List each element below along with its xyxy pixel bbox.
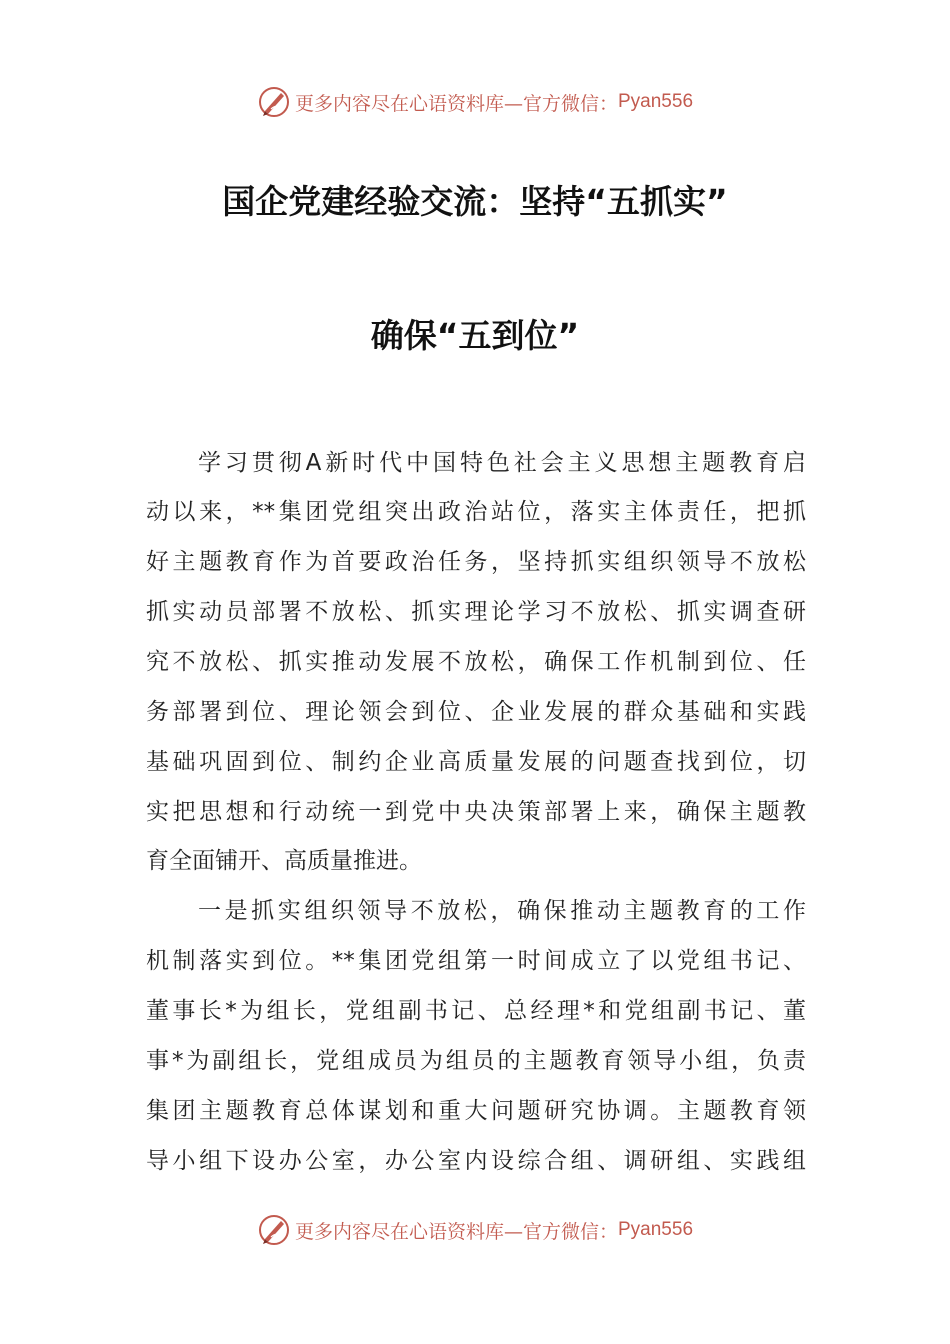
body-line: 好主题教育作为首要政治任务，坚持抓实组织领导不放松 [146,549,806,575]
watermark-text: 更多内容尽在心语资料库—官方微信： [294,1220,618,1243]
document-title-line2: 确保“五到位” [370,316,580,355]
body-line: 一是抓实组织领导不放松，确保推动主题教育的工作 [198,898,806,924]
body-line: 务部署到位、理论领会到位、企业发展的群众基础和实践 [146,699,806,725]
watermark-header [0,82,950,122]
pen-logo-icon [257,85,291,119]
body-line: 育全面铺开、高质量推进。 [146,848,422,874]
body-line: 事*为副组长，党组成员为组员的主题教育领导小组，负责 [146,1048,806,1074]
body-line: 董事长*为组长，党组副书记、总经理*和党组副书记、董 [146,998,806,1024]
watermark-text: 更多内容尽在心语资料库—官方微信： [294,92,618,115]
watermark-wechat-id: Pyan556 [618,1219,694,1240]
watermark-wechat-id: Pyan556 [618,91,694,112]
body-line: 机制落实到位。**集团党组第一时间成立了以党组书记、 [146,948,806,974]
body-line: 集团主题教育总体谋划和重大问题研究协调。主题教育领 [146,1098,806,1124]
body-line: 学习贯彻A新时代中国特色社会主义思想主题教育启 [198,450,806,476]
body-line: 基础巩固到位、制约企业高质量发展的问题查找到位，切 [146,749,806,775]
document-title-line1: 国企党建经验交流：坚持“五抓实” [222,182,728,221]
body-line: 导小组下设办公室，办公室内设综合组、调研组、实践组 [146,1148,806,1174]
body-line: 实把思想和行动统一到党中央决策部署上来，确保主题教 [146,799,806,825]
body-line: 动以来，**集团党组突出政治站位，落实主体责任，把抓 [146,499,806,525]
body-line: 究不放松、抓实推动发展不放松，确保工作机制到位、任 [146,649,806,675]
body-line: 抓实动员部署不放松、抓实理论学习不放松、抓实调查研 [146,599,806,625]
pen-logo-icon [257,1213,291,1247]
watermark-footer [0,1210,950,1250]
